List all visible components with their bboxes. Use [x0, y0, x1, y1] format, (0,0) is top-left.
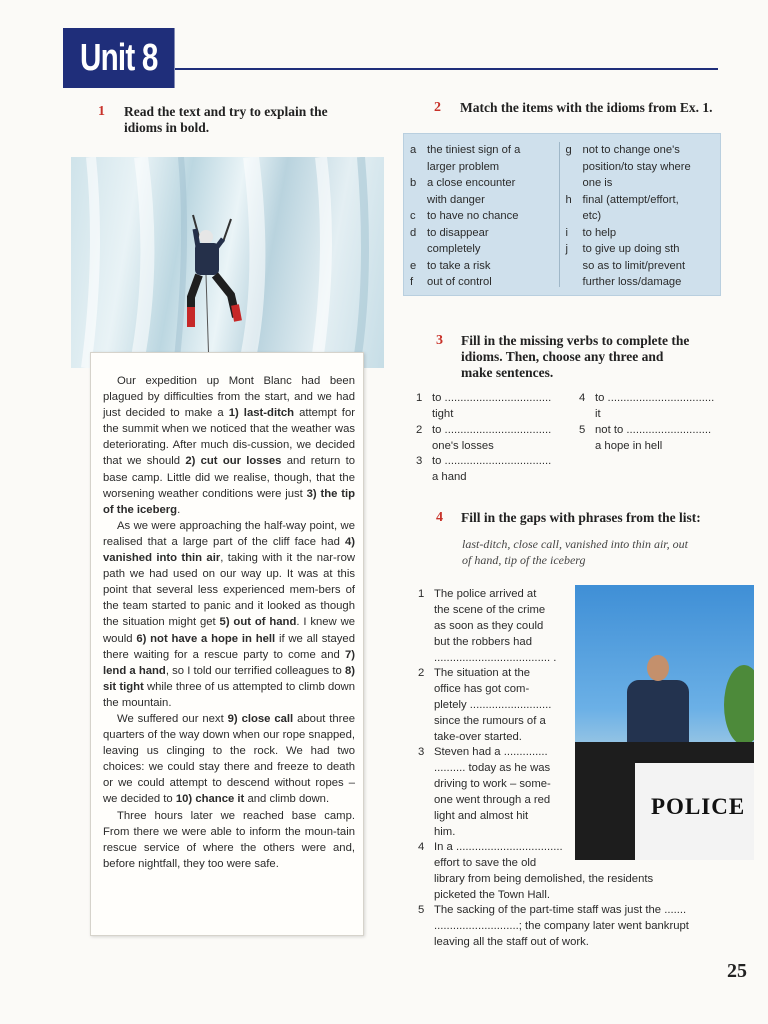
match-column-right [559, 142, 715, 287]
match-letter: d [410, 226, 417, 239]
match-column-left [410, 142, 559, 287]
ex4-blank[interactable]: Steven had a .............. [434, 746, 548, 758]
ex4-item-number: 1 [418, 588, 425, 600]
reading-paragraph-3: We suffered our next 9) close call about three quarters of the way down when our rope snapped, leaving us clinging to the rock. We had two choices: we could stay there and freeze to death or we could attempt to descend without ropes – we decided to 10) chance it and climb down. [103, 712, 356, 806]
ex4-line: one went through a red [434, 793, 551, 806]
match-text-line: out of control [427, 276, 492, 288]
idiom-bold: 4) vanished into thin air [103, 535, 355, 565]
ex3-item-4 [579, 391, 725, 422]
ex4-item-number: 5 [418, 904, 425, 916]
match-text-line: final (attempt/effort, [582, 193, 679, 206]
match-text [427, 142, 520, 175]
match-text-line: to take a risk [427, 259, 491, 272]
ex3-title-line2: idioms. Then, choose any three and [461, 349, 664, 364]
ex3-item-blank[interactable]: to .................................. [432, 455, 552, 467]
reading-paragraph-4: Three hours later we reached base camp. From there we were able to inform the moun-tain rescue service of where the others were and, before nightfall, they too were safe. [103, 809, 355, 870]
match-item-j [566, 241, 715, 291]
ex3-item-blank[interactable]: to .................................. [432, 424, 552, 436]
ex3-item-number: 3 [416, 455, 423, 467]
ex4-line: The situation at the [434, 667, 531, 679]
header-rule [175, 68, 718, 70]
tree-shape [724, 665, 754, 745]
officer-head [647, 655, 669, 681]
ex1-title [124, 104, 364, 136]
ex1-title-line1: Read the text and try to explain the [124, 104, 328, 119]
match-text [583, 225, 617, 242]
idiom-bold: 8) sit tight [103, 664, 355, 693]
ex4-line: The sacking of the part-time staff was just the ....... [434, 904, 687, 916]
reading-paragraph-2: As we were approaching the half-way point, we realised that a large part of the cliff face had 4) vanished into thin air, taking with it the nar-row path we had used on our way up. It was at this point that several less experienced mem-bers of the team started to panic and it looked as though the situation might get 5) out of hand. I knew we would 6) not have a hope in hell if we all stayed there waiting for a rescue party to come and 7) lend a hand, so I told our terrified colleagues to 8) sit tight while three of us attempted to climb down the mountain. [103, 519, 356, 709]
ex4-line: take-over started. [434, 730, 522, 743]
match-item-i [566, 225, 715, 242]
ex4-line: leaving all the staff out of work. [434, 935, 589, 948]
ex4-line: effort to save the old [434, 856, 537, 869]
ex4-line: since the rumours of a [434, 714, 546, 727]
match-letter: c [410, 210, 416, 222]
phrase-list-line2: of hand, tip of the iceberg [462, 553, 586, 567]
match-item-e [410, 258, 559, 275]
ex4-line: but the robbers had [434, 635, 532, 648]
reading-paragraph-1: Our expedition up Mont Blanc had been plagued by difficulties from the start, and we had just decided to make a 1) last-ditch attempt for the summit when we noticed that the weather was deteriorating. After much dis-cussion, we decided that we should 2) cut our losses and return to base camp. Little did we realise, though, that the worsening weather conditions were just 3) the tip of the iceberg. [103, 375, 355, 516]
match-item-f [410, 274, 559, 291]
ex4-item-number: 3 [418, 746, 425, 758]
match-table [403, 133, 721, 296]
ice-wall-drawing [71, 157, 384, 368]
phrase-list [462, 536, 724, 568]
idiom-bold: 2) cut our losses [185, 455, 282, 468]
ex4-line: the scene of the crime [434, 603, 546, 616]
ex4-item-4 [418, 840, 724, 904]
match-text [583, 142, 691, 192]
ex4-item-3 [418, 745, 566, 840]
match-item-g [566, 142, 715, 192]
ex4-item-2 [418, 666, 566, 746]
ex4-line: light and almost hit [434, 809, 529, 822]
ex3-item-text: a hand [432, 470, 467, 483]
match-text-line: the tiniest sign of a [427, 144, 521, 156]
match-text-line: completely [427, 243, 481, 255]
ex3-item-blank[interactable]: to .................................. [595, 392, 715, 404]
match-text-line: to have no chance [427, 210, 519, 222]
match-text-line: larger problem [427, 160, 500, 173]
match-item-d [410, 225, 559, 258]
ex3-item-3 [416, 454, 572, 485]
match-text-line: etc) [582, 210, 602, 222]
match-text-line: one is [582, 177, 613, 189]
ice-climber-photo [71, 157, 384, 368]
idiom-bold: 10) chance it [175, 793, 245, 806]
police-officer-photo [575, 585, 754, 860]
match-text-line: with danger [427, 193, 485, 206]
ex1-number: 1 [98, 104, 105, 119]
match-text [427, 175, 515, 208]
ex3-item-2 [416, 423, 572, 454]
ex4-line: The police arrived at [434, 588, 537, 600]
ex3-title-line1: Fill in the missing verbs to complete the [461, 333, 690, 348]
ex3-item-blank[interactable]: not to ........................... [595, 424, 712, 436]
match-letter: a [410, 144, 417, 156]
match-text [583, 241, 686, 291]
ex4-item-number: 4 [418, 841, 425, 853]
unit-title: Unit 8 [63, 28, 175, 88]
ex3-item-text: one's losses [432, 439, 494, 452]
match-item-b [410, 175, 559, 208]
match-text-line: to give up doing sth [582, 243, 680, 255]
ex3-item-number: 1 [416, 392, 423, 404]
match-text [427, 225, 489, 258]
match-text [583, 192, 679, 225]
ex4-blank[interactable]: ...........................; the company later went bankrupt [434, 919, 689, 932]
match-item-c [410, 208, 559, 225]
idiom-bold: 1) last-ditch [228, 407, 295, 420]
ex4-line: library from being demolished, the residents [434, 872, 654, 885]
match-letter: e [410, 259, 417, 272]
ex3-number: 3 [436, 333, 443, 348]
idiom-bold: 3) the tip of the iceberg [103, 487, 355, 516]
match-text-line: not to change one's [582, 144, 680, 156]
ex4-blank[interactable]: .......... today as he was [434, 761, 551, 774]
ex4-line: as soon as they could [434, 619, 544, 632]
match-text-line: position/to stay where [582, 160, 691, 173]
climber-figure [191, 215, 238, 368]
ex4-blank[interactable]: In a .................................. [434, 841, 563, 853]
ex3-item-blank[interactable]: to .................................. [432, 392, 552, 404]
idiom-bold: 5) out of hand [219, 616, 297, 629]
page-number: 25 [727, 960, 747, 982]
match-letter: b [410, 177, 417, 189]
idiom-bold: 9) close call [227, 712, 294, 725]
match-text-line: so as to limit/prevent [582, 259, 686, 272]
police-car-lettering: POLICE [651, 794, 746, 819]
idiom-bold: 7) lend a hand [103, 648, 355, 677]
ex3-item-text: a hope in hell [595, 439, 663, 452]
match-item-a [410, 142, 559, 175]
ex3-title [461, 333, 731, 381]
ex2-number: 2 [434, 100, 441, 115]
ex4-item-1 [418, 587, 566, 667]
match-letter: f [410, 276, 414, 288]
ex4-number: 4 [436, 510, 443, 525]
ex4-line: office has got com- [434, 682, 530, 695]
match-text [427, 274, 492, 291]
ex3-title-line3: make sentences. [461, 365, 554, 380]
ex4-blank[interactable]: ..................................... . [434, 651, 557, 664]
match-text [427, 258, 490, 275]
match-text-line: to disappear [427, 226, 489, 239]
match-text-line: further loss/damage [582, 276, 682, 288]
match-letter: j [565, 243, 568, 255]
ex3-item-1 [416, 391, 572, 422]
ex4-line: him. [434, 825, 456, 838]
match-letter: h [565, 193, 572, 206]
match-letter: i [565, 226, 568, 239]
ex3-item-text: it [595, 407, 601, 420]
ex3-item-text: tight [432, 407, 454, 420]
reading-text [90, 352, 364, 936]
match-text-line: a close encounter [427, 177, 516, 189]
ex2-title: Match the items with the idioms from Ex. 1. [460, 100, 713, 115]
officer-body [627, 680, 689, 750]
ex4-item-5 [418, 903, 724, 951]
match-text [427, 208, 518, 225]
match-letter: g [565, 144, 572, 156]
ex3-item-number: 5 [579, 424, 586, 436]
ex1-title-line2: idioms in bold. [124, 120, 210, 135]
match-item-h [566, 192, 715, 225]
match-text-line: to help [582, 226, 617, 239]
idiom-bold: 6) not have a hope in hell [136, 632, 276, 645]
phrase-list-line1: last-ditch, close call, vanished into thin air, out [462, 537, 688, 551]
ex3-item-number: 2 [416, 424, 423, 436]
ex4-blank[interactable]: pletely .......................... [434, 698, 552, 711]
ex4-item-number: 2 [418, 667, 425, 679]
ex4-line: driving to work – some- [434, 777, 551, 790]
ex3-item-5 [579, 423, 725, 454]
ex4-title: Fill in the gaps with phrases from the list: [461, 510, 701, 525]
ex3-item-number: 4 [579, 392, 586, 404]
ex4-line: picketed the Town Hall. [434, 888, 550, 901]
